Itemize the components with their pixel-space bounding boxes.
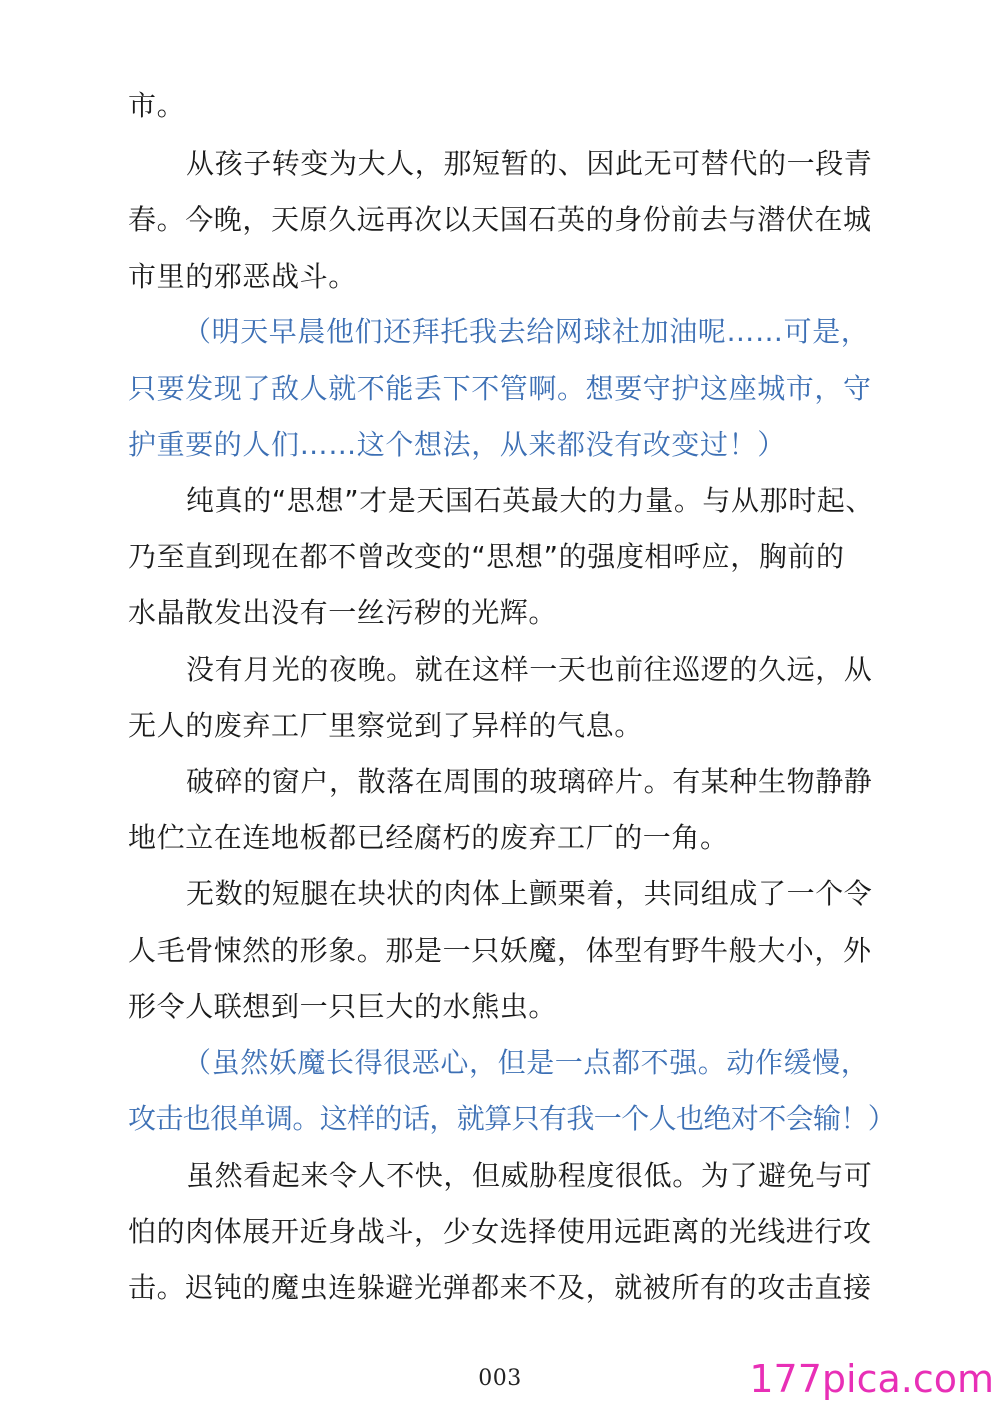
- text-line: 市里的邪恶战斗。: [128, 260, 357, 293]
- text-line: 地伫立在连地板都已经腐朽的废弃工厂的一角。: [128, 821, 729, 854]
- text-line: 破碎的窗户，散落在周围的玻璃碎片。有某种生物静静: [186, 765, 873, 798]
- text-line: 乃至直到现在都不曾改变的“思想”的强度相呼应，胸前的: [128, 540, 845, 573]
- thought-line: 护重要的人们……这个想法，从来都没有改变过！）: [128, 428, 786, 461]
- text-line: 击。迟钝的魔虫连躲避光弹都来不及，就被所有的攻击直接: [128, 1271, 872, 1304]
- watermark: 177pica.com: [749, 1357, 994, 1401]
- text-line: 形令人联想到一只巨大的水熊虫。: [128, 990, 558, 1023]
- text-line: 怕的肉体展开近身战斗，少女选择使用远距离的光线进行攻: [128, 1215, 872, 1248]
- text-line: 人毛骨悚然的形象。那是一只妖魔，体型有野牛般大小，外: [128, 934, 872, 967]
- thought-line: 只要发现了敌人就不能丢下不管啊。想要守护这座城市，守: [128, 372, 872, 405]
- thought-line: （明天早晨他们还拜托我去给网球社加油呢……可是，: [183, 315, 870, 348]
- text-line: 从孩子转变为大人，那短暂的、因此无可替代的一段青: [186, 147, 873, 180]
- text-line: 无人的废弃工厂里察觉到了异样的气息。: [128, 709, 643, 742]
- text-line: 无数的短腿在块状的肉体上颤栗着，共同组成了一个令: [186, 877, 873, 910]
- text-line: 市。: [128, 89, 186, 122]
- text-line: 水晶散发出没有一丝污秽的光辉。: [128, 596, 558, 629]
- thought-line: 攻击也很单调。这样的话，就算只有我一个人也绝对不会输！）: [128, 1102, 896, 1135]
- text-line: 纯真的“思想”才是天国石英最大的力量。与从那时起、: [186, 484, 875, 517]
- text-line: 春。今晚，天原久远再次以天国石英的身份前去与潜伏在城: [128, 203, 872, 236]
- thought-line: （虽然妖魔长得很恶心，但是一点都不强。动作缓慢，: [183, 1046, 870, 1079]
- text-line: 虽然看起来令人不快，但威胁程度很低。为了避免与可: [186, 1159, 873, 1192]
- text-line: 没有月光的夜晚。就在这样一天也前往巡逻的久远，从: [186, 653, 873, 686]
- page-number: 003: [478, 1366, 522, 1391]
